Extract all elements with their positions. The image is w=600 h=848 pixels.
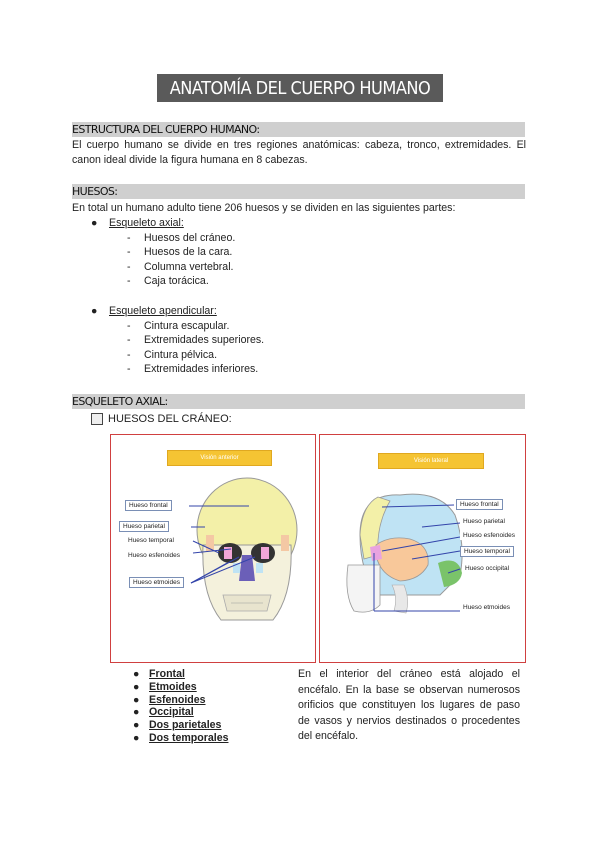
label-side-parietal: Hueso parietal xyxy=(460,517,508,526)
craneo-description: En el interior del cráneo está alojado el encéfalo. En la base se observan numerosos orificios que constituyen los lugares de paso de vasos y nervios destinados o procedentes del encéfalo. xyxy=(298,668,520,742)
list-item: - Caja torácica. xyxy=(127,275,209,287)
list-item: ● Etmoides xyxy=(133,680,197,693)
skull-front-figure xyxy=(110,434,316,663)
bone-list xyxy=(133,668,228,745)
subheading-label: HUESOS DEL CRÁNEO: xyxy=(108,413,232,425)
checkbox-icon[interactable] xyxy=(91,413,103,425)
huesos-intro: En total un humano adulto tiene 206 huesos y se dividen en las siguientes partes: xyxy=(72,202,456,214)
section-heading-estructura: ESTRUCTURA DEL CUERPO HUMANO: xyxy=(72,122,525,137)
list-item: ● Occipital xyxy=(133,706,194,719)
list-item: - Columna vertebral. xyxy=(127,261,234,273)
page-title: ANATOMÍA DEL CUERPO HUMANO xyxy=(157,74,443,102)
label-side-frontal: Hueso frontal xyxy=(456,499,503,510)
list-item: ● Dos temporales xyxy=(133,731,229,744)
bullet-esqueleto-axial: ● Esqueleto axial: xyxy=(91,217,184,229)
label-side-esfenoides: Hueso esfenoides xyxy=(460,531,518,540)
estructura-paragraph: El cuerpo humano se divide en tres regiones anatómicas: cabeza, tronco, extremidades. El canon ideal divide la figura humana en 8 cabezas. xyxy=(72,139,526,166)
list-item: - Huesos del cráneo. xyxy=(127,232,236,244)
list-item: ● Frontal xyxy=(133,668,185,680)
label-front-frontal: Hueso frontal xyxy=(125,500,172,511)
section-heading-huesos: HUESOS: xyxy=(72,184,525,199)
list-item: - Cintura pélvica. xyxy=(127,349,218,361)
view-tag-side: Visión lateral xyxy=(378,453,484,469)
label-side-occipital: Hueso occipital xyxy=(462,564,512,573)
label-side-etmoides: Hueso etmoides xyxy=(460,603,513,612)
skull-side-figure xyxy=(319,434,526,663)
label-front-temporal: Hueso temporal xyxy=(125,536,177,545)
list-item: ● Dos parietales xyxy=(133,719,222,732)
list-item: - Cintura escapular. xyxy=(127,320,230,332)
view-tag-front: Visión anterior xyxy=(167,450,272,466)
list-item: ● Esfenoides xyxy=(133,693,206,706)
list-item: - Extremidades inferiores. xyxy=(127,363,259,375)
label-front-etmoides: Hueso etmoides xyxy=(129,577,184,588)
bullet-label: Esqueleto apendicular: xyxy=(109,305,217,317)
list-item: - Huesos de la cara. xyxy=(127,246,233,258)
label-front-parietal: Hueso parietal xyxy=(119,521,169,532)
bullet-esqueleto-apendicular: ● Esqueleto apendicular: xyxy=(91,305,217,317)
label-side-temporal: Hueso temporal xyxy=(460,546,514,557)
skull-front-drawing xyxy=(111,435,315,662)
label-front-esfenoides: Hueso esfenoides xyxy=(125,551,183,560)
list-item: - Extremidades superiores. xyxy=(127,334,265,346)
bullet-label: Esqueleto axial: xyxy=(109,217,184,229)
subheading-craneo xyxy=(91,412,232,426)
section-heading-axial: ESQUELETO AXIAL: xyxy=(72,394,525,409)
